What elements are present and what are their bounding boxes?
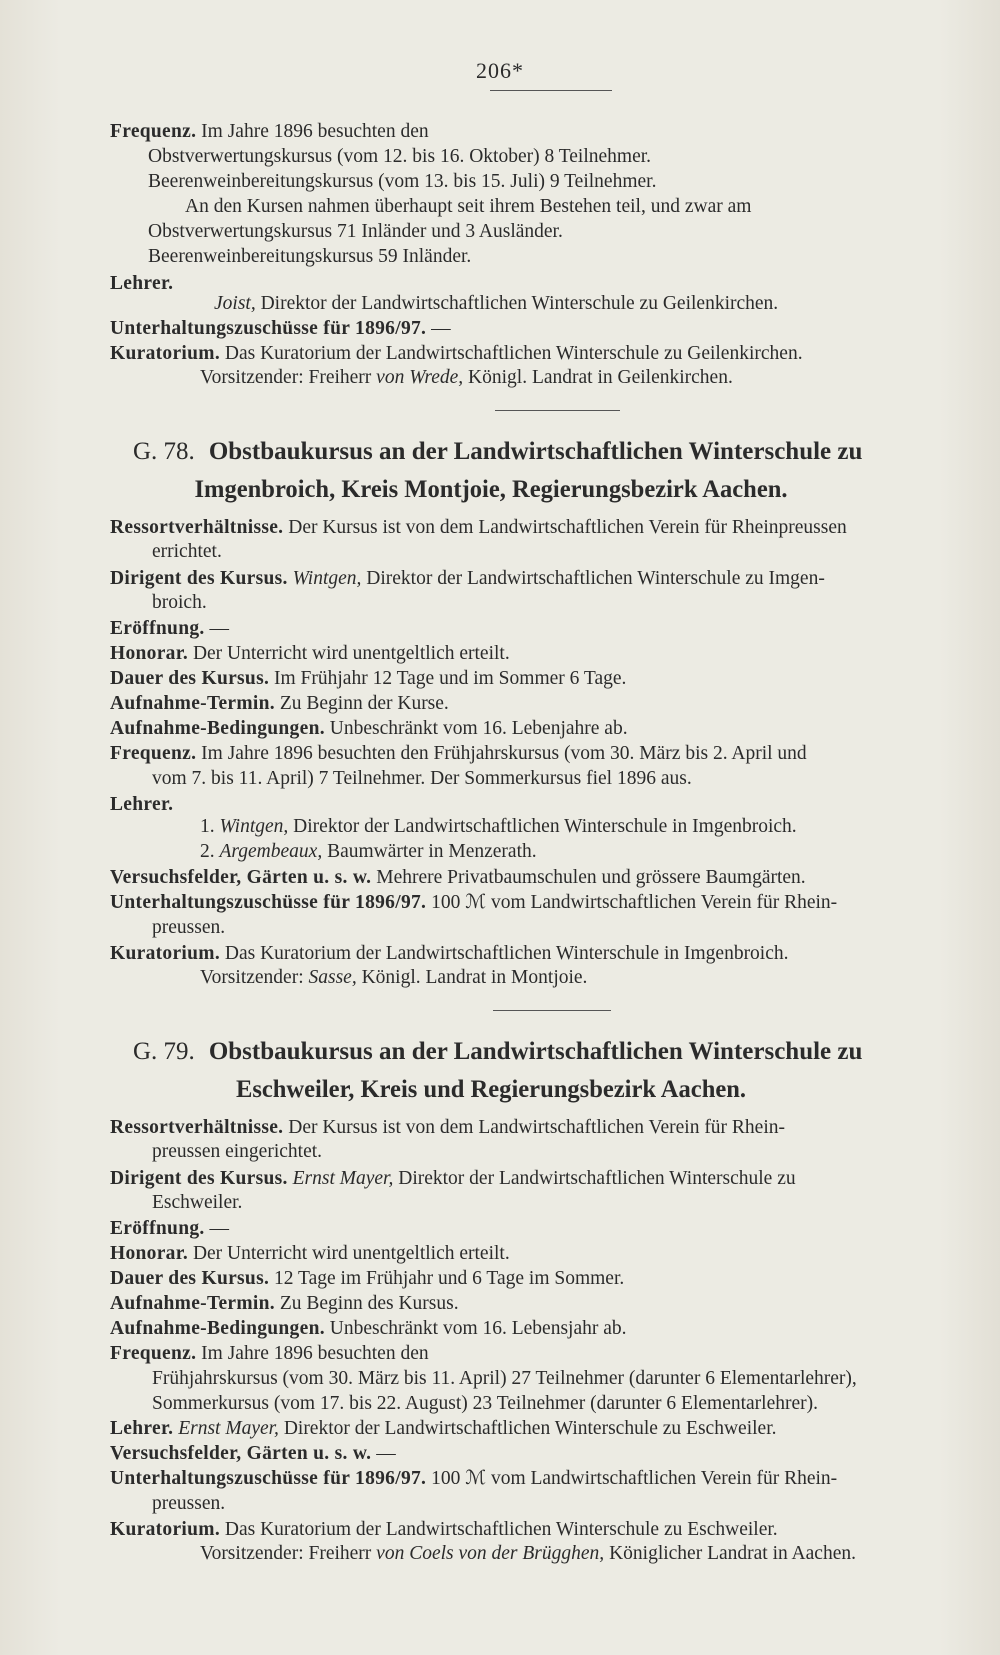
- vorsitz-name: von Coels von der Brügghen,: [376, 1543, 605, 1564]
- kuratorium-text: Das Kuratorium der Landwirtschaftlichen Winterschule in Imgenbroich.: [224, 943, 789, 964]
- bedingungen-label: Aufnahme-Bedingungen.: [110, 1318, 325, 1339]
- text-line: Beerenweinbereitungskursus (vom 13. bis 15. Juli) 9 Teilnehmer.: [148, 171, 657, 192]
- honorar-line: [110, 1242, 976, 1266]
- vorsitz-line: [200, 966, 976, 990]
- page-number: 206*: [476, 58, 524, 83]
- eroeffnung-line: [110, 1217, 976, 1241]
- lehrer-item: [200, 815, 976, 839]
- dirigent-label: Dirigent des Kursus.: [110, 1168, 288, 1189]
- section-title-line2: Imgenbroich, Kreis Montjoie, Regierungsbezirk Aachen.: [194, 476, 788, 503]
- zuschuss-line: [110, 891, 976, 915]
- zuschuss-line: [110, 317, 976, 341]
- eroeffnung-text: —: [209, 1218, 229, 1239]
- ressort-text: Der Kursus ist von dem Landwirtschaftlichen Verein für Rheinpreussen: [288, 517, 847, 538]
- frequenz-line: [110, 742, 976, 766]
- text-line: preussen.: [152, 1493, 226, 1514]
- versuch-label: Versuchsfelder, Gärten u. s. w.: [110, 867, 372, 888]
- vorsitz-post: Königl. Landrat in Geilenkirchen.: [468, 367, 733, 388]
- kuratorium-label: Kuratorium.: [110, 1519, 220, 1540]
- vorsitz-post: Königl. Landrat in Montjoie.: [361, 967, 588, 988]
- lehrer-label: [110, 793, 976, 817]
- section-heading-g78: [133, 436, 960, 468]
- lehrer-text: Direktor der Landwirtschaftlichen Winterschule zu Geilenkirchen.: [260, 293, 779, 314]
- lehrer-name: Argembeaux,: [219, 841, 323, 862]
- termin-line: [110, 1292, 976, 1316]
- text-line: errichtet.: [152, 541, 222, 562]
- frequenz-label: Frequenz.: [110, 743, 197, 764]
- termin-line: [110, 692, 976, 716]
- section-number: G. 79.: [133, 1038, 195, 1065]
- section-divider: [495, 410, 620, 411]
- bedingungen-text: Unbeschränkt vom 16. Lebenjahre ab.: [329, 718, 628, 739]
- kuratorium-line: [110, 1518, 976, 1542]
- vorsitz-name: von Wrede,: [376, 367, 464, 388]
- dirigent-text: Direktor der Landwirtschaftlichen Winterschule zu: [398, 1168, 796, 1189]
- text-line: Frühjahrskursus (vom 30. März bis 11. April) 27 Teilnehmer (darunter 6 Elementarlehrer),: [152, 1368, 857, 1389]
- versuch-label: Versuchsfelder, Gärten u. s. w.: [110, 1443, 372, 1464]
- text-line: Obstverwertungskursus 71 Inländer und 3 Ausländer.: [148, 221, 563, 242]
- text-line: Beerenweinbereitungskursus 59 Inländer.: [148, 246, 472, 267]
- vorsitz-pre: Vorsitzender: Freiherr: [200, 1543, 372, 1564]
- vorsitz-post: Königlicher Landrat in Aachen.: [609, 1543, 856, 1564]
- section-number: G. 78.: [133, 438, 195, 465]
- versuch-text: —: [376, 1443, 396, 1464]
- bedingungen-line: [110, 1317, 976, 1341]
- dauer-label: Dauer des Kursus.: [110, 668, 270, 689]
- lehrer-item: [200, 840, 976, 864]
- section-title-line1: Obstbaukursus an der Landwirtschaftlichen Winterschule zu: [208, 438, 863, 465]
- dirigent-name: Ernst Mayer,: [292, 1168, 394, 1189]
- zuschuss-label: Unterhaltungszuschüsse für 1896/97.: [110, 1468, 427, 1489]
- text-line: Obstverwertungskursus (vom 12. bis 16. Oktober) 8 Teilnehmer.: [148, 146, 652, 167]
- vorsitz-line: [200, 1542, 976, 1566]
- ressort-line: [110, 516, 976, 540]
- kuratorium-line: [110, 342, 976, 366]
- page-number-rule: [490, 90, 612, 91]
- honorar-text: Der Unterricht wird unentgeltlich erteilt.: [192, 643, 510, 664]
- vorsitz-name: Sasse,: [308, 967, 357, 988]
- text-line: vom 7. bis 11. April) 7 Teilnehmer. Der Sommerkursus fiel 1896 aus.: [152, 768, 692, 789]
- dirigent-label: Dirigent des Kursus.: [110, 568, 288, 589]
- bedingungen-line: [110, 717, 976, 741]
- text-line: Sommerkursus (vom 17. bis 22. August) 23 Teilnehmer (darunter 6 Elementarlehrer).: [152, 1393, 818, 1414]
- lehrer-label: Lehrer.: [110, 1418, 174, 1439]
- dirigent-line: [110, 567, 976, 591]
- vorsitz-line: [200, 366, 976, 390]
- zuschuss-text: —: [431, 318, 451, 339]
- kuratorium-label: Kuratorium.: [110, 343, 220, 364]
- dirigent-name: Wintgen,: [292, 568, 362, 589]
- dauer-label: Dauer des Kursus.: [110, 1268, 270, 1289]
- lehrer-name: Joist,: [214, 293, 256, 314]
- lehrer-label-text: Lehrer.: [110, 794, 174, 815]
- lehrer-text: Direktor der Landwirtschaftlichen Winterschule zu Eschweiler.: [283, 1418, 777, 1439]
- eroeffnung-text: —: [209, 618, 229, 639]
- lehrer-name: Wintgen,: [219, 816, 289, 837]
- dirigent-line: [110, 1167, 976, 1191]
- lehrer-name: Ernst Mayer,: [178, 1418, 279, 1439]
- frequenz-text: Im Jahre 1896 besuchten den Frühjahrskursus (vom 30. März bis 2. April und: [201, 743, 807, 764]
- eroeffnung-label: Eröffnung.: [110, 618, 205, 639]
- zuschuss-text: 100 ℳ vom Landwirtschaftlichen Verein für Rhein-: [431, 1468, 838, 1489]
- dirigent-text: Direktor der Landwirtschaftlichen Winterschule zu Imgen-: [366, 568, 825, 589]
- vorsitz-pre: Vorsitzender: Freiherr: [200, 367, 372, 388]
- bedingungen-label: Aufnahme-Bedingungen.: [110, 718, 325, 739]
- honorar-label: Honorar.: [110, 1243, 189, 1264]
- ressort-label: Ressortverhältnisse.: [110, 517, 284, 538]
- honorar-line: [110, 642, 976, 666]
- vorsitz-pre: Vorsitzender:: [200, 967, 304, 988]
- section-divider: [493, 1010, 611, 1011]
- eroeffnung-line: [110, 617, 976, 641]
- dauer-line: [110, 667, 976, 691]
- versuch-text: Mehrere Privatbaumschulen und grössere Baumgärten.: [376, 867, 806, 888]
- ressort-label: Ressortverhältnisse.: [110, 1117, 284, 1138]
- lehrer-number: 1.: [200, 816, 215, 837]
- section-heading-g79: [133, 1036, 960, 1068]
- termin-label: Aufnahme-Termin.: [110, 693, 275, 714]
- dauer-text: Im Frühjahr 12 Tage und im Sommer 6 Tage.: [274, 668, 627, 689]
- frequenz-line: [110, 1342, 976, 1366]
- text-line: broich.: [152, 592, 207, 613]
- kuratorium-text: Das Kuratorium der Landwirtschaftlichen Winterschule zu Eschweiler.: [224, 1519, 778, 1540]
- section-title-line1: Obstbaukursus an der Landwirtschaftlichen Winterschule zu: [208, 1038, 863, 1065]
- zuschuss-line: [110, 1467, 976, 1491]
- bedingungen-text: Unbeschränkt vom 16. Lebensjahr ab.: [329, 1318, 627, 1339]
- versuch-line: [110, 866, 976, 890]
- honorar-text: Der Unterricht wird unentgeltlich erteilt.: [192, 1243, 510, 1264]
- frequenz-text: Im Jahre 1896 besuchten den: [201, 1343, 429, 1364]
- text-line: Eschweiler.: [152, 1192, 243, 1213]
- versuch-line: [110, 1442, 976, 1466]
- zuschuss-text: 100 ℳ vom Landwirtschaftlichen Verein für Rhein-: [431, 892, 838, 913]
- zuschuss-label: Unterhaltungszuschüsse für 1896/97.: [110, 892, 427, 913]
- lehrer-line: [214, 292, 976, 316]
- text-line: An den Kursen nahmen überhaupt seit ihrem Bestehen teil, und zwar am: [185, 196, 752, 217]
- dauer-line: [110, 1267, 976, 1291]
- honorar-label: Honorar.: [110, 643, 189, 664]
- section-title-line2: Eschweiler, Kreis und Regierungsbezirk Aachen.: [235, 1076, 747, 1103]
- frequenz-label: Frequenz.: [110, 121, 197, 142]
- eroeffnung-label: Eröffnung.: [110, 1218, 205, 1239]
- kuratorium-text: Das Kuratorium der Landwirtschaftlichen Winterschule zu Geilenkirchen.: [224, 343, 803, 364]
- termin-text: Zu Beginn des Kursus.: [279, 1293, 459, 1314]
- termin-label: Aufnahme-Termin.: [110, 1293, 275, 1314]
- kuratorium-line: [110, 942, 976, 966]
- frequenz-line: [110, 120, 976, 144]
- lehrer-text: Direktor der Landwirtschaftlichen Winterschule in Imgenbroich.: [293, 816, 797, 837]
- dauer-text: 12 Tage im Frühjahr und 6 Tage im Sommer.: [274, 1268, 625, 1289]
- lehrer-line: [110, 1417, 976, 1441]
- kuratorium-label: Kuratorium.: [110, 943, 220, 964]
- lehrer-text: Baumwärter in Menzerath.: [327, 841, 537, 862]
- ressort-line: [110, 1116, 976, 1140]
- text-line: preussen eingerichtet.: [152, 1141, 323, 1162]
- lehrer-number: 2.: [200, 841, 215, 862]
- ressort-text: Der Kursus ist von dem Landwirtschaftlichen Verein für Rhein-: [288, 1117, 785, 1138]
- text-line: preussen.: [152, 917, 226, 938]
- lehrer-label-text: Lehrer.: [110, 273, 174, 294]
- termin-text: Zu Beginn der Kurse.: [279, 693, 449, 714]
- frequenz-label: Frequenz.: [110, 1343, 197, 1364]
- zuschuss-label: Unterhaltungszuschüsse für 1896/97.: [110, 318, 427, 339]
- frequenz-text: Im Jahre 1896 besuchten den: [201, 121, 429, 142]
